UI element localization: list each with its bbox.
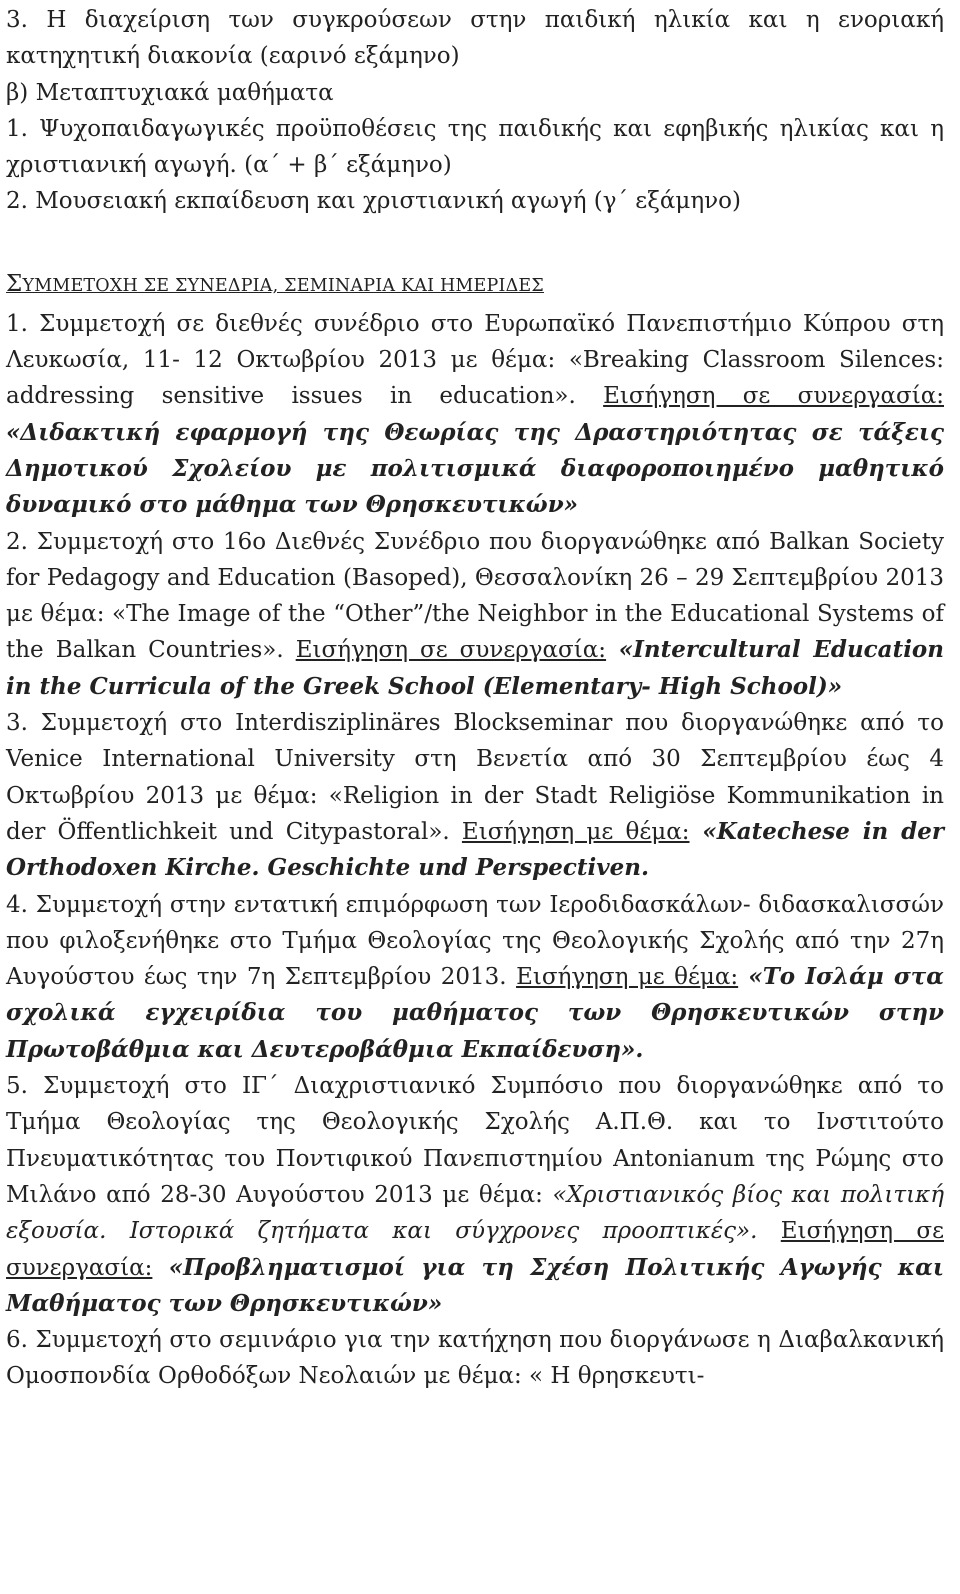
list-item: 2. Μουσειακή εκπαίδευση και χριστιανική αγωγή (γ΄ εξάμηνο) [6,188,741,215]
list-item: β) Μεταπτυχιακά μαθήματα [6,79,334,106]
entry-5 [6,1068,944,1322]
entry-title: «Διδακτική εφαρμογή της Θεωρίας της Δραστηριότητας σε τάξεις Δημοτικού Σχολείου με πολιτισμικά διαφοροποιημένο μαθητικό δυναμικό στο μάθημα των Θρησκευτικών» [6,418,944,519]
entry-link: Εισήγηση με θέμα: [461,818,690,845]
entry-text: 1. Συμμετοχή σε διεθνές συνέδριο στο Ευρωπαϊκό Πανεπιστήμιο Κύπρου στη Λευκωσία, 11- 12 Οκτωβρίου 2013 με θέμα: «Breaking Classroom Silences: addressing sensitive issues in education». [6,310,944,410]
entry-link: Εισήγηση σε συνεργασία: [295,637,607,664]
entry-title: «Katechese in der Orthodoxen Kirche. Geschichte und Perspectiven. [6,817,944,882]
entry-4 [6,887,944,1068]
entry-title: «Προβληματισμοί για τη Σχέση Πολιτικής Αγωγής και Μαθήματος των Θρησκευτικών» [6,1253,944,1317]
entry-text: 3. Συμμετοχή στο Interdisziplinäres Blockseminar που διοργανώθηκε από το Venice International University στη Βενετία από 30 Σεπτεμβρίου έως 4 Οκτωβρίου 2013 με θέμα: «Religion in der Stadt Religiöse Kommunikation in der Öffentlichkeit und Citypastoral». [6,710,944,845]
entry-topic: «Χριστιανικός βίος και πολιτική εξουσία. Ιστορικά ζητήματα και σύγχρονες προοπτικές». [6,1181,945,1245]
entry-3 [6,705,944,886]
entry-6 [6,1322,944,1395]
entry-text: 5. Συμμετοχή στο ΙΓ΄ Διαχριστιανικό Συμπόσιο που διοργανώθηκε από το Τμήμα Θεολογίας της Θεολογικής Σχολής Α.Π.Θ. και το Ινστιτούτο Πνευματικότητας του Ποντιφικού Πανεπιστημίου Antonianum της Ρώμης στο Μιλάνο από 28-30 Αυγούστου 2013 με θέμα: [6,1073,944,1208]
entry-title: «Intercultural Education in the Curricula of the Greek School (Elementary- High School)» [6,636,944,700]
entry-link: Εισήγηση με θέμα: [516,964,739,991]
entry-link: Εισήγηση σε συνεργασία: [603,383,944,410]
entry-title: «Το Ισλάμ στα σχολικά εγχειρίδια του μαθήματος των Θρησκευτικών στην Πρωτοβάθμια και Δευτεροβάθμια Εκπαίδευση». [6,963,944,1063]
entry-2 [6,524,944,705]
entry-text: 4. Συμμετοχή στην εντατική επιμόρφωση των Ιεροδιδασκάλων- διδασκαλισσών που φιλοξενήθηκε στο Τμήμα Θεολογίας της Θεολογικής Σχολής από την 27η Αυγούστου έως την 7η Σεπτεμβρίου 2013. [6,891,944,991]
entry-1 [6,306,944,524]
section-heading [6,266,944,304]
list-item: 1. Ψυχοπαιδαγωγικές προϋποθέσεις της παιδικής και εφηβικής ηλικίας και η χριστιανική αγωγή. (α΄ + β΄ εξάμηνο) [6,115,944,179]
section-heading-initial: Σ [6,270,23,297]
entry-text: 6. Συμμετοχή στο σεμινάριο για την κατήχηση που διοργάνωσε η Διαβαλκανική Ομοσπονδία Ορθοδόξων Νεολαιών με θέμα: « Η θρησκευτι- [6,1327,944,1390]
section-heading-rest: ΥΜΜΕΤΟΧΗ ΣΕ ΣΥΝΕΔΡΙΑ, ΣΕΜΙΝΑΡΙΑ ΚΑΙ ΗΜΕΡΙΔΕΣ [22,275,544,296]
entry-text: 2. Συμμετοχή στο 16ο Διεθνές Συνέδριο που διοργανώθηκε από Balkan Society for Pedagogy and Education (Basoped), Θεσσαλονίκη 26 – 29 Σεπτεμβρίου 2013 με θέμα: «The Image of the “Other”/the Neighbor in the Educational Systems of the Balkan Countries». [6,528,944,664]
list-item: 3. Η διαχείριση των συγκρούσεων στην παιδική ηλικία και η ενοριακή κατηχητική διακονία (εαρινό εξάμηνο) [6,7,944,70]
entry-link: Εισήγηση σε συνεργασία: [6,1218,944,1281]
